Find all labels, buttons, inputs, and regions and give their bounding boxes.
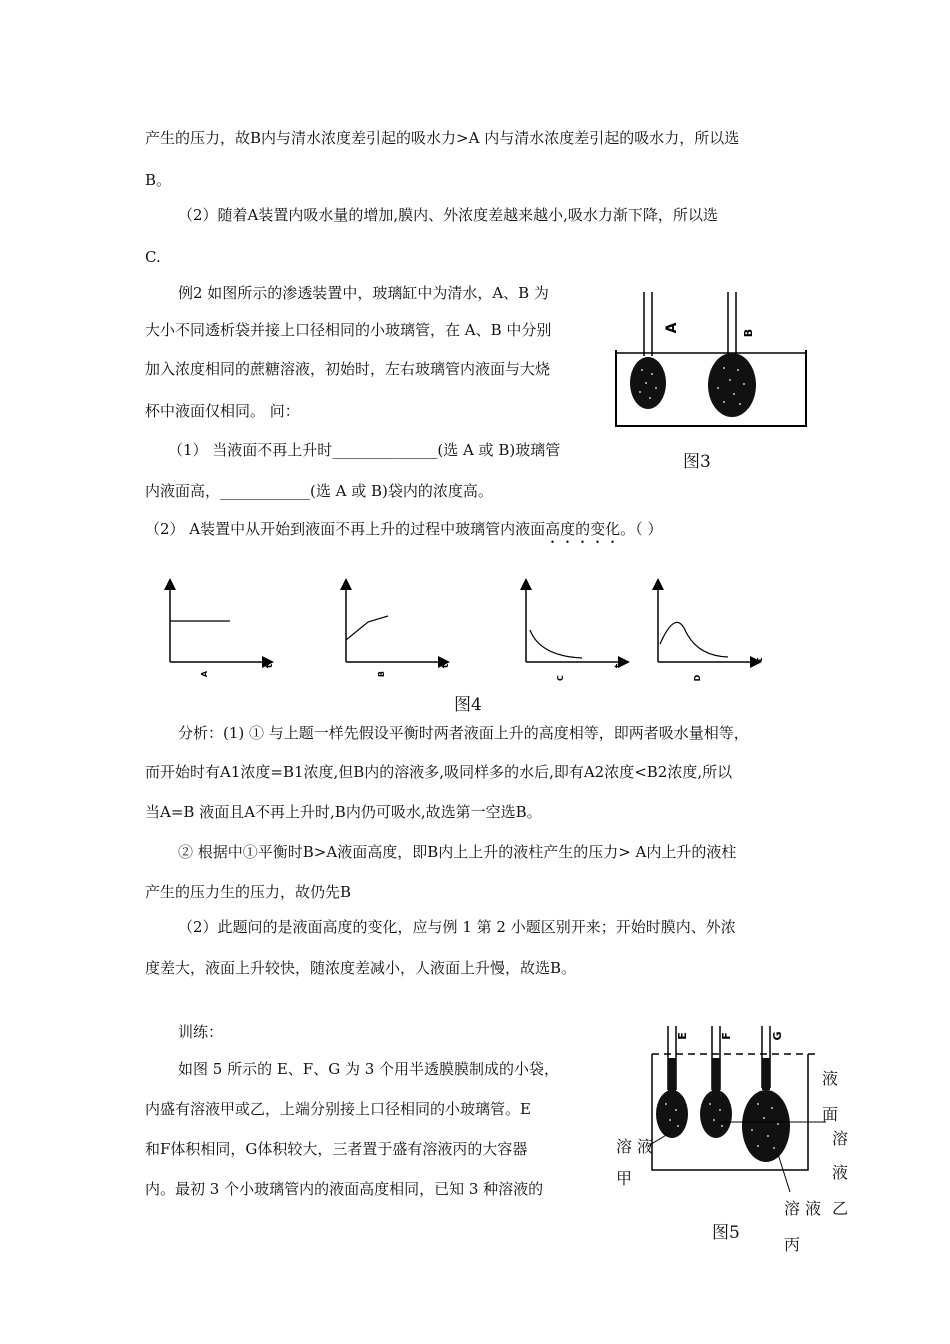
label-solution-yi: 液: [832, 1163, 849, 1182]
q1-text: （1） 当液面不再上升时: [168, 441, 333, 459]
analysis-line: 分析：(1) ① 与上题一样先假设平衡时两者液面上升的高度相等，即两者吸水量相等，: [178, 724, 749, 742]
label-solution-jia: 溶 液: [616, 1137, 654, 1156]
training-line: 如图 5 所示的 E、F、G 为 3 个用半透膜膜制成的小袋，: [178, 1060, 560, 1078]
example2-line: 例2 如图所示的渗透装置中，玻璃缸中为清水，A、B 为: [178, 284, 549, 302]
training-line: 和F体积相同，G体积较大，三者置于盛有溶液丙的大容器: [145, 1140, 528, 1158]
graph-d: [658, 584, 765, 681]
q1-text: (选 A 或 B)袋内的浓度高。: [310, 482, 493, 500]
graph-d-letter: D: [693, 674, 702, 682]
label-solution-bing: 溶 液: [784, 1199, 822, 1218]
label-solution-yi: 乙: [832, 1199, 849, 1218]
q2-text: 。（ ）: [620, 520, 663, 538]
analysis-line: （2）此题问的是液面高度的变化，应与例 1 第 2 小题区别开来；开始时膜内、外浓: [178, 918, 736, 936]
graph-c-letter: C: [556, 675, 565, 681]
label-solution-bing: 丙: [784, 1235, 801, 1254]
para-line: B。: [145, 171, 172, 189]
example2-line: 大小不同透析袋并接上口径相同的小玻璃管，在 A、B 中分别: [145, 321, 552, 339]
q1-text: (选 A 或 B)玻璃管: [437, 441, 561, 459]
analysis-line: 而开始时有A1浓度=B1浓度,但B内的溶液多,吸同样多的水后,即有A2浓度<B2浓度,所以: [145, 763, 733, 781]
q1-blank: ______________: [332, 441, 438, 459]
para-line: 产生的压力，故B内与清水浓度差引起的吸水力>A 内与清水浓度差引起的吸水力，所以选: [145, 129, 740, 147]
analysis-line: 产生的压力生的压力，故仍先B: [145, 883, 352, 901]
graph-a-axis: t: [265, 663, 275, 669]
label-solution-yi: 溶: [832, 1129, 849, 1148]
label-solution-jia: 甲: [616, 1169, 633, 1188]
training-heading: 训练：: [178, 1023, 224, 1041]
graph-c: [526, 584, 624, 681]
question-1-cont: [145, 481, 493, 501]
analysis-line: 当A=B 液面且A不再上升时,B内仍可吸水,故选第一空选B。: [145, 803, 542, 821]
graph-a: [170, 584, 275, 677]
graph-a-letter: A: [200, 670, 209, 678]
q1-blank: ____________: [220, 482, 311, 500]
graph-b: [346, 584, 451, 677]
tube-g-label: G: [771, 1031, 784, 1041]
figure4-diagram: [150, 578, 790, 683]
figure3-diagram: [612, 288, 812, 433]
question-2: [145, 519, 662, 547]
tube-b-label: B: [742, 328, 755, 338]
tube-e-label: E: [676, 1032, 689, 1040]
label-surface: 面: [822, 1105, 839, 1124]
question-1: [168, 440, 560, 460]
example2-line: 杯中液面仅相同。 问：: [145, 402, 300, 420]
q2-text: （2） A装置中从开始到液面不再上升的过程中玻璃管内液面: [145, 520, 546, 538]
training-line: 内盛有溶液甲或乙，上端分别接上口径相同的小玻璃管。E: [145, 1100, 531, 1118]
figure5-caption: 图5: [712, 1223, 740, 1243]
graph-b-axis: t: [441, 663, 451, 669]
analysis-line: ② 根据中①平衡时B>A液面高度，即B内上上升的液柱产生的压力> A内上升的液柱: [178, 843, 737, 861]
para-line: C.: [145, 248, 161, 266]
q1-text: 内液面高，: [145, 482, 221, 500]
example2-line: 加入浓度相同的蔗糖溶液，初始时，左右玻璃管内液面与大烧: [145, 360, 551, 378]
q2-emphasis: 高度的变化: [545, 520, 621, 538]
graph-c-axis: t: [614, 663, 624, 669]
tube-f-label: F: [720, 1032, 733, 1040]
figure3-caption: 图3: [683, 452, 711, 472]
para-line: （2）随着A装置内吸水量的增加,膜内、外浓度差越来越小,吸水力渐下降，所以选: [178, 206, 718, 224]
training-line: 内。最初 3 个小玻璃管内的液面高度相同，已知 3 种溶液的: [145, 1180, 544, 1198]
label-surface: 液: [822, 1069, 839, 1088]
figure5-diagram: [640, 1022, 830, 1197]
analysis-line: 度差大，液面上升较快，随浓度差减小，人液面上升慢，故选B。: [145, 959, 577, 977]
tube-a-label: A: [664, 322, 680, 334]
graph-b-letter: B: [377, 670, 386, 678]
figure4-caption: 图4: [454, 695, 482, 715]
graph-d-axis: t: [755, 657, 765, 663]
